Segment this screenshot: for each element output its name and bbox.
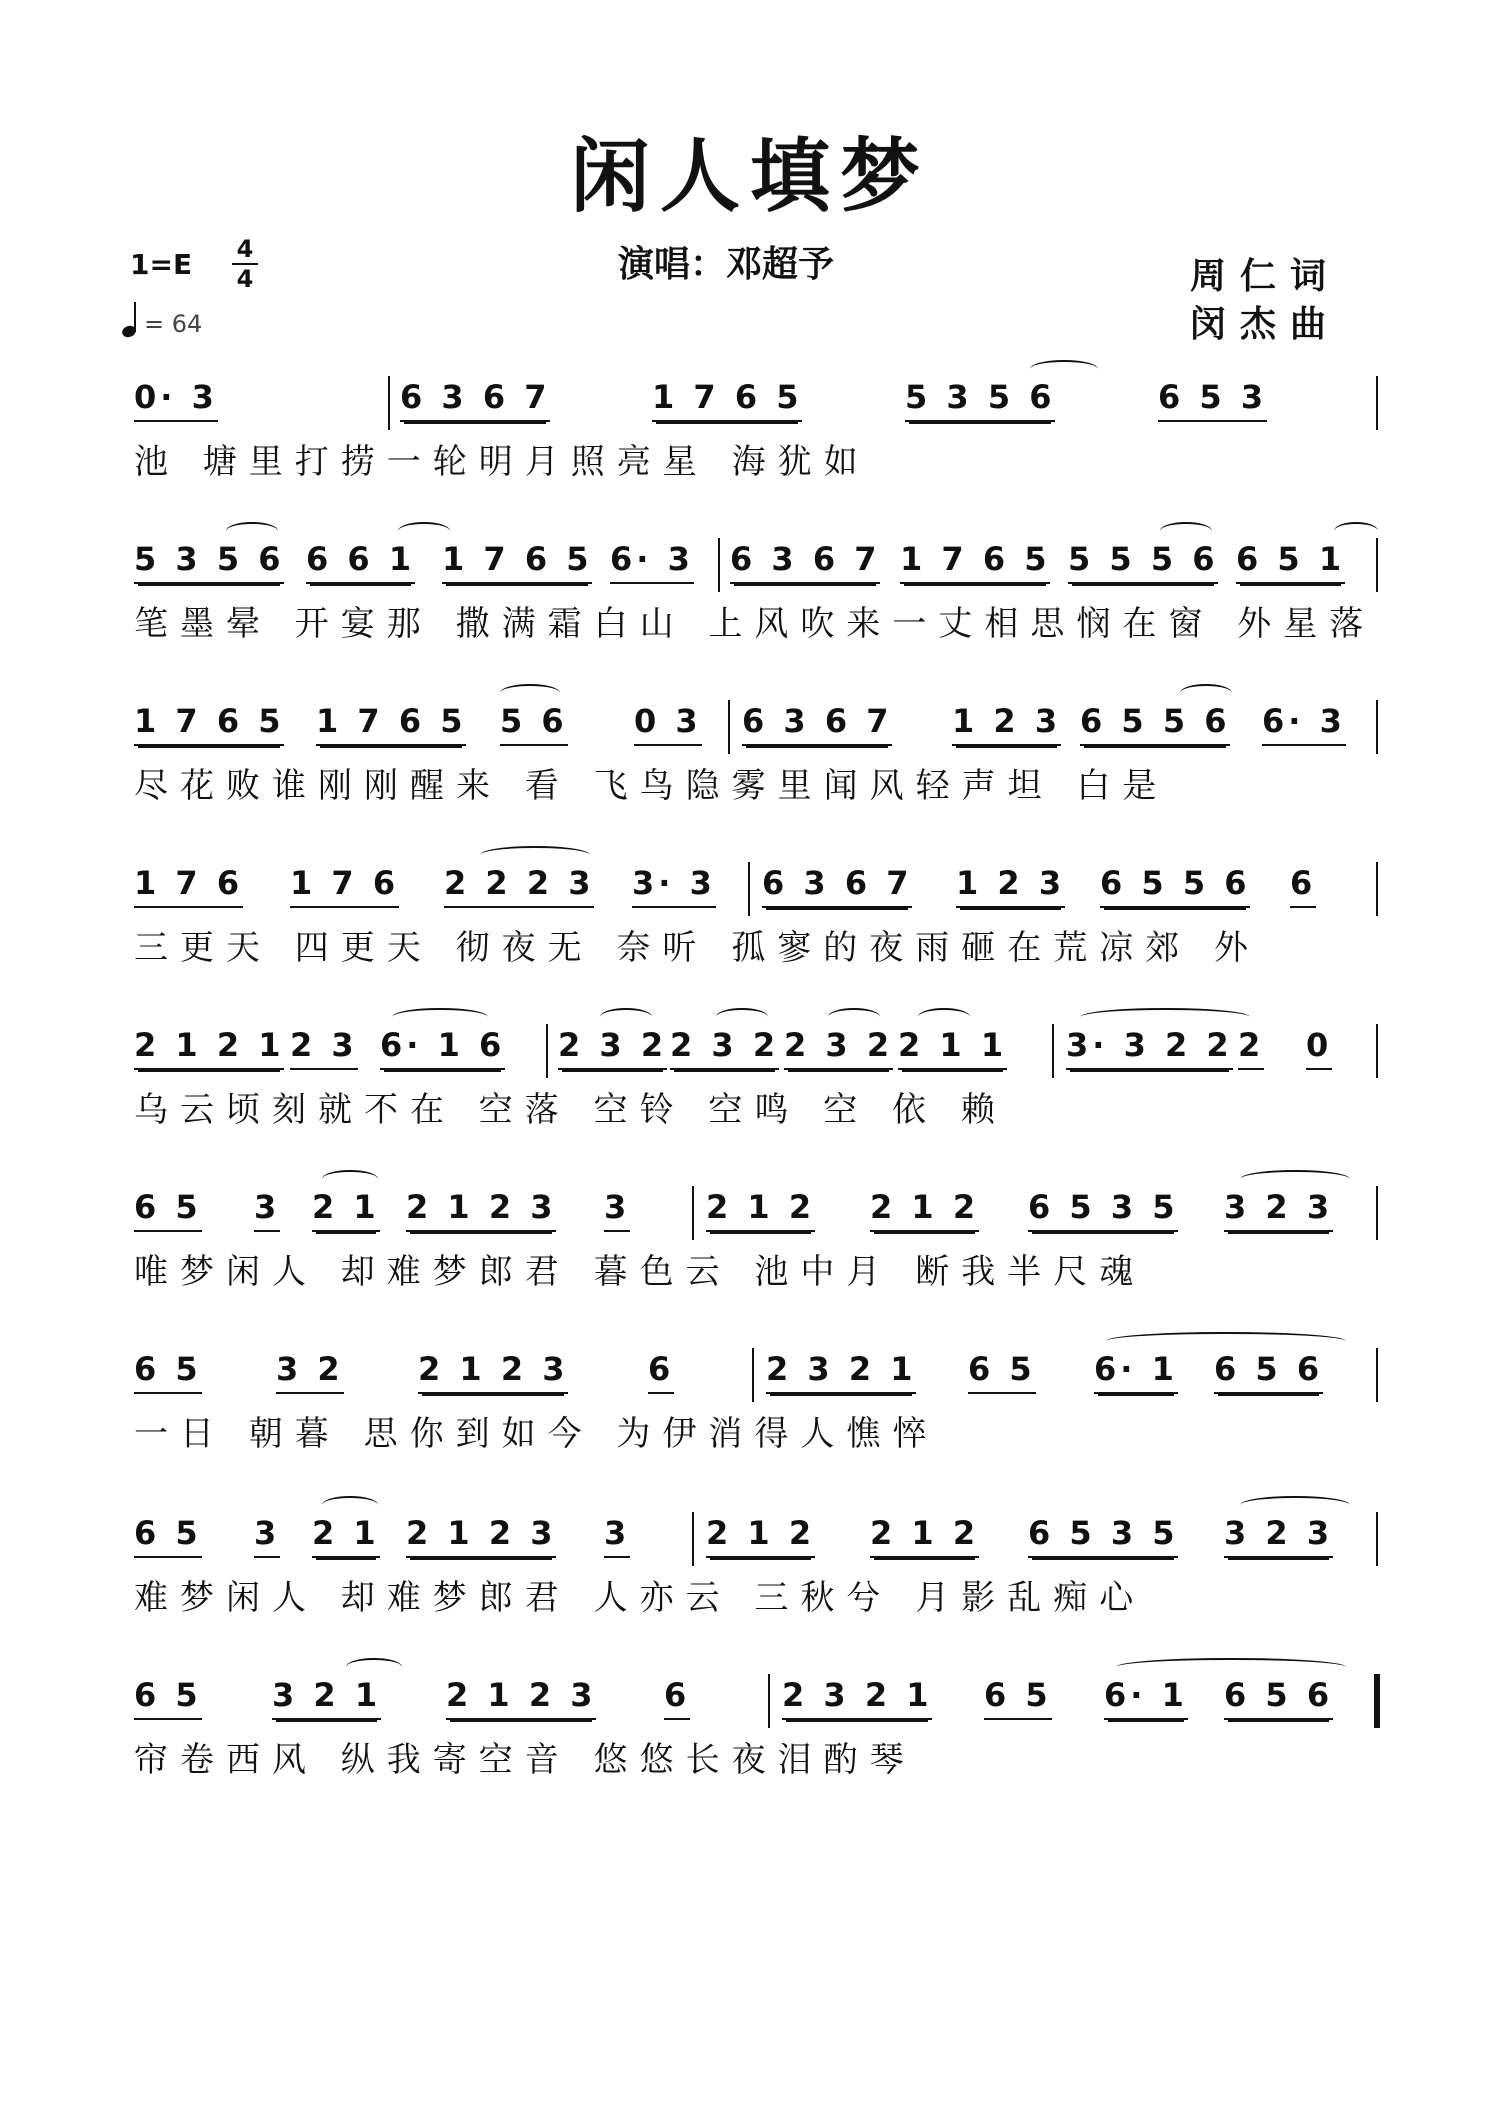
tempo-value: = 64 xyxy=(144,310,203,338)
slur xyxy=(392,1008,488,1026)
score-line-5 xyxy=(0,1018,1500,1138)
lyricist-credit: 周仁词 xyxy=(1190,255,1341,297)
lyrics-row: 帘卷西风 纵我寄空音 悠悠长夜泪酌琴 xyxy=(134,1740,916,1780)
note-group: 6 5 xyxy=(984,1676,1052,1720)
bar-line xyxy=(752,1348,754,1402)
bar-line xyxy=(388,376,390,430)
note-group: 0· 3 xyxy=(134,378,218,422)
notes-row xyxy=(0,1506,1500,1566)
note-group: 6 5 1 xyxy=(1236,540,1345,584)
score-line-1 xyxy=(0,370,1500,490)
bar-line xyxy=(1376,1348,1378,1402)
note-group: 2 1 2 xyxy=(870,1514,979,1558)
note-group: 6 5 3 5 xyxy=(1028,1514,1178,1558)
bar-line xyxy=(1376,376,1378,430)
key-signature: 1=E xyxy=(130,248,193,281)
note-group: 6 3 6 7 xyxy=(400,378,550,422)
bar-line xyxy=(692,1512,694,1566)
lyrics-row: 笔墨晕 开宴那 撒满霜白山 上风吹来一丈相思悯在窗 外星落 xyxy=(134,604,1376,644)
note-group: 6 3 6 7 xyxy=(730,540,880,584)
slur xyxy=(1240,1170,1350,1188)
notes-row xyxy=(0,694,1500,754)
note-group: 3 xyxy=(604,1188,630,1232)
quarter-note-icon xyxy=(122,302,138,342)
note-group: 3 2 3 xyxy=(1224,1188,1333,1232)
time-signature-top: 4 xyxy=(236,235,254,263)
note-group: 3 xyxy=(254,1514,280,1558)
slur xyxy=(1030,360,1098,378)
song-title: 闲人填梦 xyxy=(570,129,930,223)
note-group: 6 6 1 xyxy=(306,540,415,584)
slur xyxy=(918,1008,970,1026)
note-group: 6· 1 6 xyxy=(380,1026,505,1070)
slur xyxy=(1334,522,1378,540)
bar-line xyxy=(1376,1186,1378,1240)
note-group: 1 2 3 xyxy=(952,702,1061,746)
singer-credit: 演唱：邓超予 xyxy=(618,243,835,285)
lyrics-row: 难梦闲人 却难梦郎君 人亦云 三秋兮 月影乱痴心 xyxy=(134,1578,1146,1618)
note-group: 3 2 xyxy=(276,1350,344,1394)
time-signature-bottom: 4 xyxy=(236,265,254,293)
note-group: 1 7 6 5 xyxy=(134,702,284,746)
note-group: 6 5 xyxy=(134,1350,202,1394)
note-group: 1 7 6 5 xyxy=(652,378,802,422)
note-group: 2 2 2 3 xyxy=(444,864,594,908)
slur xyxy=(1240,1496,1350,1514)
note-group: 2 3 2 xyxy=(784,1026,893,1070)
note-group: 6 xyxy=(664,1676,690,1720)
note-group: 1 7 6 5 xyxy=(442,540,592,584)
note-group: 1 7 6 5 xyxy=(900,540,1050,584)
note-group: 2 1 2 xyxy=(870,1188,979,1232)
note-group: 5 3 5 6 xyxy=(905,378,1055,422)
score-line-6 xyxy=(0,1180,1500,1300)
notes-row xyxy=(0,370,1500,430)
note-group: 2 3 xyxy=(290,1026,358,1070)
note-group: 1 7 6 xyxy=(290,864,399,908)
note-group: 2 1 1 xyxy=(898,1026,1007,1070)
bar-line xyxy=(728,700,730,754)
slur xyxy=(322,1170,378,1188)
bar-line xyxy=(1376,1024,1378,1078)
note-group: 6· 1 xyxy=(1094,1350,1178,1394)
note-group: 5 3 5 6 xyxy=(134,540,284,584)
lyrics-row: 一日 朝暮 思你到如今 为伊消得人憔悴 xyxy=(134,1414,939,1454)
final-bar-line xyxy=(1374,1674,1380,1728)
note-group: 1 2 3 xyxy=(956,864,1065,908)
note-group: 6 3 6 7 xyxy=(742,702,892,746)
notes-row xyxy=(0,1668,1500,1728)
note-group: 2 1 2 3 xyxy=(406,1188,556,1232)
note-group: 3 2 1 xyxy=(272,1676,381,1720)
slur xyxy=(226,522,278,540)
score-line-8 xyxy=(0,1506,1500,1626)
notes-row xyxy=(0,1180,1500,1240)
note-group: 6 5 6 xyxy=(1214,1350,1323,1394)
note-group: 3· 3 xyxy=(632,864,716,908)
slur xyxy=(346,1658,402,1676)
note-group: 2 1 2 3 xyxy=(446,1676,596,1720)
note-group: 6 3 6 7 xyxy=(762,864,912,908)
score-line-9 xyxy=(0,1668,1500,1788)
note-group: 2 3 2 1 xyxy=(766,1350,916,1394)
note-group: 0 xyxy=(1306,1026,1332,1070)
note-group: 6 5 5 6 xyxy=(1080,702,1230,746)
score-line-4 xyxy=(0,856,1500,976)
slur xyxy=(1116,1658,1346,1676)
note-group: 2 xyxy=(1238,1026,1264,1070)
slur xyxy=(1160,522,1212,540)
note-group: 6 xyxy=(648,1350,674,1394)
note-group: 2 3 2 1 xyxy=(782,1676,932,1720)
note-group: 6· 3 xyxy=(1262,702,1346,746)
note-group: 6 5 xyxy=(134,1676,202,1720)
note-group: 0 3 xyxy=(634,702,702,746)
note-group: 6 5 6 xyxy=(1224,1676,1333,1720)
note-group: 6 5 3 5 xyxy=(1028,1188,1178,1232)
notes-row xyxy=(0,856,1500,916)
slur xyxy=(1106,1332,1346,1350)
lyrics-row: 尽花败谁刚刚醒来 看 飞鸟隐雾里闻风轻声坦 白是 xyxy=(134,766,1169,806)
bar-line xyxy=(718,538,720,592)
time-signature xyxy=(232,236,258,292)
bar-line xyxy=(1376,862,1378,916)
note-group: 2 1 xyxy=(312,1188,380,1232)
note-group: 6· 3 xyxy=(610,540,694,584)
lyrics-row: 池 塘里打捞一轮明月照亮星 海犹如 xyxy=(134,442,870,482)
composer-credit: 闵杰曲 xyxy=(1190,303,1341,345)
bar-line xyxy=(692,1186,694,1240)
note-group: 6 5 xyxy=(968,1350,1036,1394)
slur xyxy=(322,1496,378,1514)
note-group: 3· 3 2 2 xyxy=(1066,1026,1233,1070)
note-group: 1 7 6 xyxy=(134,864,243,908)
note-group: 1 7 6 5 xyxy=(316,702,466,746)
bar-line xyxy=(1052,1024,1054,1078)
bar-line xyxy=(546,1024,548,1078)
note-group: 2 3 2 xyxy=(558,1026,667,1070)
slur xyxy=(716,1008,768,1026)
lyrics-row: 唯梦闲人 却难梦郎君 暮色云 池中月 断我半尺魂 xyxy=(134,1252,1146,1292)
bar-line xyxy=(768,1674,770,1728)
score-line-3 xyxy=(0,694,1500,814)
notes-row xyxy=(0,532,1500,592)
score-line-2 xyxy=(0,532,1500,652)
note-group: 6 5 xyxy=(134,1514,202,1558)
note-group: 6· 1 xyxy=(1104,1676,1188,1720)
lyrics-row: 三更天 四更天 彻夜无 奈听 孤寥的夜雨砸在荒凉郊 外 xyxy=(134,928,1261,968)
slur xyxy=(1080,1008,1250,1026)
note-group: 2 1 xyxy=(312,1514,380,1558)
note-group: 2 1 2 1 xyxy=(134,1026,284,1070)
note-group: 5 6 xyxy=(500,702,568,746)
note-group: 6 xyxy=(1290,864,1316,908)
note-group: 2 1 2 xyxy=(706,1514,815,1558)
notes-row xyxy=(0,1018,1500,1078)
slur xyxy=(500,684,560,702)
note-group: 2 3 2 xyxy=(670,1026,779,1070)
note-group: 2 1 2 xyxy=(706,1188,815,1232)
slur xyxy=(398,522,450,540)
lyrics-row: 乌云顷刻就不在 空落 空铃 空鸣 空 依 赖 xyxy=(134,1090,1007,1130)
note-group: 6 5 5 6 xyxy=(1100,864,1250,908)
slur xyxy=(1180,684,1232,702)
note-group: 6 5 3 xyxy=(1158,378,1267,422)
slur xyxy=(828,1008,880,1026)
note-group: 2 1 2 3 xyxy=(418,1350,568,1394)
note-group: 2 1 2 3 xyxy=(406,1514,556,1558)
slur xyxy=(480,846,590,864)
notes-row xyxy=(0,1342,1500,1402)
note-group: 3 xyxy=(254,1188,280,1232)
slur xyxy=(600,1008,652,1026)
tempo-marking xyxy=(122,302,202,342)
bar-line xyxy=(1376,700,1378,754)
note-group: 6 5 xyxy=(134,1188,202,1232)
score-line-7 xyxy=(0,1342,1500,1462)
bar-line xyxy=(1376,1512,1378,1566)
note-group: 3 2 3 xyxy=(1224,1514,1333,1558)
note-group: 3 xyxy=(604,1514,630,1558)
note-group: 5 5 5 6 xyxy=(1068,540,1218,584)
bar-line xyxy=(748,862,750,916)
bar-line xyxy=(1376,538,1378,592)
